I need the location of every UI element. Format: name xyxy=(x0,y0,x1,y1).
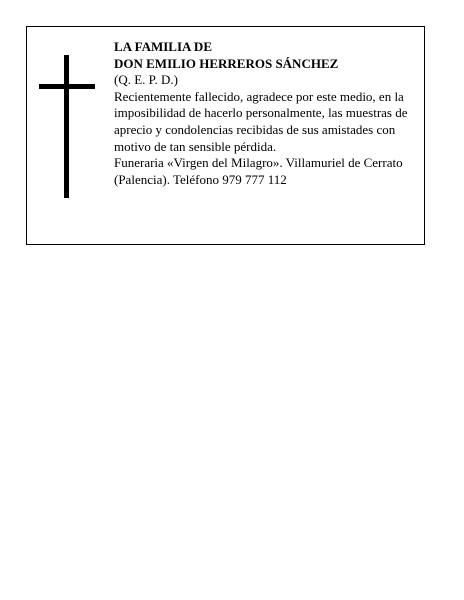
notice-body: Recientemente fallecido, agradece por este medio, en la imposibilidad de hacerlo personalmente, las muestras de aprecio y condolencias recibidas de sus amistades con motivo de tan sensible pérdida. xyxy=(114,88,408,154)
rip-line: (Q. E. P. D.) xyxy=(114,72,178,88)
cross-horizontal-bar xyxy=(39,84,95,89)
heading-family: LA FAMILIA DE xyxy=(114,39,212,54)
notice-content xyxy=(114,39,419,188)
funeral-home-info: Funeraria «Virgen del Milagro». Villamuriel de Cerrato (Palencia). Teléfono 979 777 112 xyxy=(114,155,403,187)
death-notice xyxy=(26,26,425,245)
latin-cross-icon xyxy=(39,55,95,198)
heading-deceased-name: DON EMILIO HERREROS SÁNCHEZ xyxy=(114,55,339,71)
cross-vertical-bar xyxy=(64,55,69,198)
